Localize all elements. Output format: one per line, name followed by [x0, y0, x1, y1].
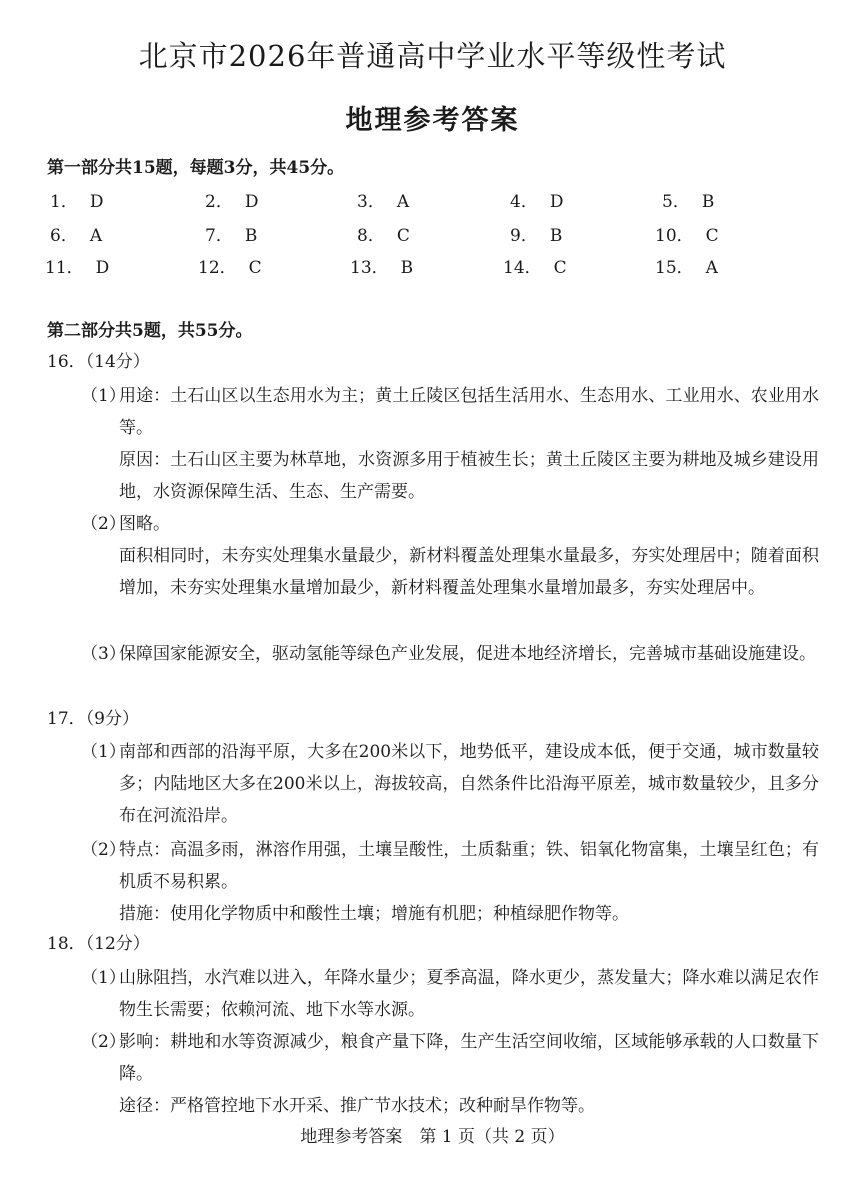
part1-heading: 第一部分共15题，每题3分，共45分。 [47, 158, 345, 178]
mc-answer: 14． C [503, 258, 567, 278]
sub-question-label: （2） [81, 1032, 126, 1052]
sub-question-label: （1） [81, 742, 126, 762]
sub-question-label: （2） [81, 840, 126, 860]
sub-question-label: （2） [81, 514, 126, 534]
mc-answer: 1． D [50, 192, 104, 212]
mc-answer: 4． D [510, 192, 564, 212]
mc-answer: 11． D [45, 258, 110, 278]
sub-question-label: （3） [81, 644, 126, 664]
mc-answer: 15． A [655, 258, 718, 278]
q17-part1-answer: （1） 南部和西部的沿海平原，大多在200米以下，地势低平，建设成本低，便于交通，城市数量较多；内陆地区大多在200米以上，海拔较高，自然条件比沿海平原差，城市数量较少，且多分布在河流沿岸。 [119, 736, 819, 832]
q16-part3-answer: （3） 保障国家能源安全，驱动氢能等绿色产业发展，促进本地经济增长，完善城市基础设施建设。 [119, 638, 819, 670]
q16-part1-reason: 原因：土石山区主要为林草地，水资源多用于植被生长；黄土丘陵区主要为耕地及城乡建设用地，水资源保障生活、生态、生产需要。 [119, 450, 819, 502]
mc-answer: 2． D [205, 192, 259, 212]
q18-part1-answer: （1） 山脉阻挡，水汽难以进入，年降水量少；夏季高温，降水更少，蒸发量大；降水难以满足农作物生长需要；依赖河流、地下水等水源。 [119, 962, 819, 1026]
mc-answer: 5． B [662, 192, 715, 212]
mc-answer: 10． C [655, 226, 719, 246]
q17-part2-answer: （2） 特点：高温多雨，淋溶作用强，土壤呈酸性，土质黏重；铁、铝氧化物富集，土壤呈红色；有机质不易积累。 [119, 834, 819, 898]
page-footer: 地理参考答案 第 1 页（共 2 页） [300, 1127, 565, 1147]
part2-heading: 第二部分共5题，共55分。 [47, 321, 253, 341]
question-17-heading: 17．（9分） [47, 709, 139, 729]
mc-answer: 9． B [510, 226, 563, 246]
mc-answer-row [0, 192, 865, 212]
question-16-heading: 16．（14分） [47, 352, 150, 372]
question-18-heading: 18．（12分） [47, 934, 150, 954]
mc-answer: 8． C [357, 226, 410, 246]
q16-part1-answer: （1） 用途：土石山区以生态用水为主；黄土丘陵区包括生活用水、生态用水、工业用水、农业用水等。 [119, 380, 819, 444]
mc-answer: 12． C [198, 258, 262, 278]
mc-answer: 7． B [205, 226, 258, 246]
mc-answer: 6． A [50, 226, 103, 246]
answer-key-subtitle: 地理参考答案 [345, 105, 520, 136]
sub-question-label: （1） [81, 386, 126, 406]
q18-part2-answer: （2） 影响：耕地和水等资源减少，粮食产量下降，生产生活空间收缩，区域能够承载的人口数量下降。 [119, 1026, 819, 1090]
exam-title: 北京市2026年普通高中学业水平等级性考试 [138, 39, 727, 73]
mc-answer: 3． A [357, 192, 410, 212]
mc-answer-row [0, 258, 865, 278]
mc-answer-row [0, 226, 865, 246]
sub-question-label: （1） [81, 968, 126, 988]
q16-part2-answer: （2） 图略。 [119, 508, 819, 540]
q18-part2-approach: 途径：严格管控地下水开采、推广节水技术；改种耐旱作物等。 [119, 1096, 595, 1116]
q16-part2-explanation: 面积相同时，未夯实处理集水量最少，新材料覆盖处理集水量最多，夯实处理居中；随着面积增加，未夯实处理集水量增加最少，新材料覆盖处理集水量增加最多，夯实处理居中。 [119, 546, 819, 598]
mc-answer: 13． B [350, 258, 414, 278]
q17-part2-measures: 措施：使用化学物质中和酸性土壤；增施有机肥；种植绿肥作物等。 [119, 904, 629, 924]
